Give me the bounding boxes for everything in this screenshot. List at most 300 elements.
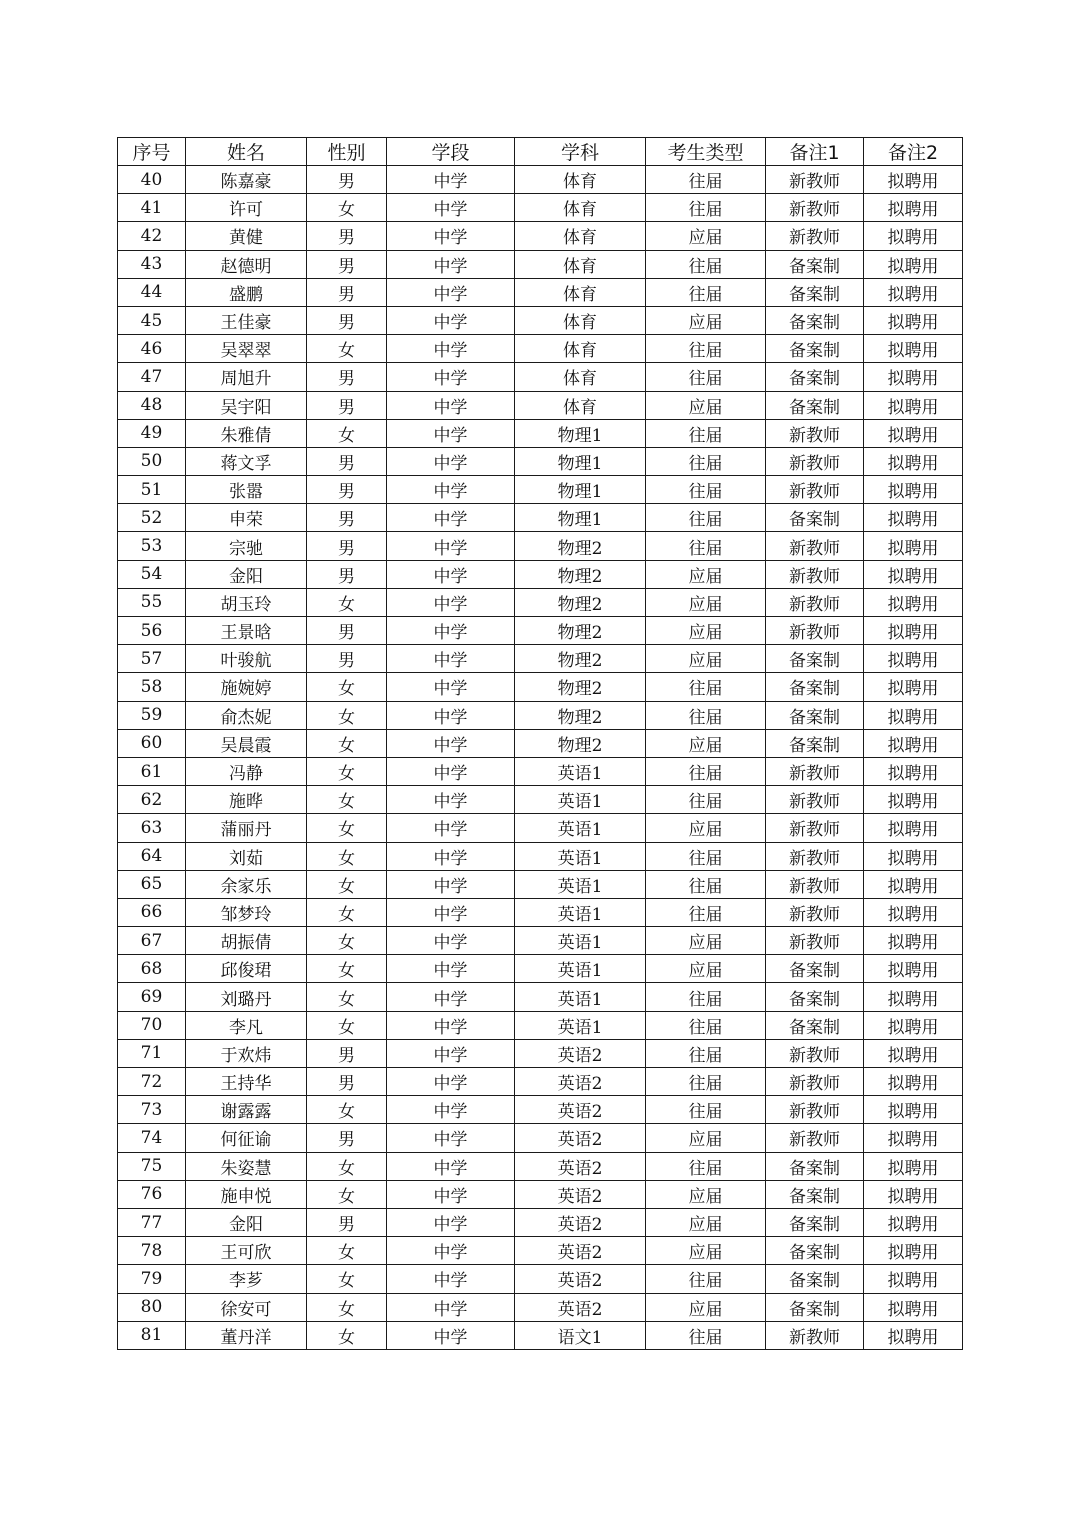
- cell-subject: 物理1: [515, 504, 646, 532]
- cell-candidate-type: 往届: [646, 983, 766, 1011]
- cell-index: 55: [118, 588, 186, 616]
- cell-stage: 中学: [387, 617, 515, 645]
- cell-note2: 拟聘用: [864, 560, 963, 588]
- cell-gender: 女: [307, 1096, 387, 1124]
- cell-note1: 新教师: [766, 757, 864, 785]
- cell-stage: 中学: [387, 1208, 515, 1236]
- cell-subject: 英语2: [515, 1293, 646, 1321]
- cell-stage: 中学: [387, 476, 515, 504]
- cell-candidate-type: 往届: [646, 1039, 766, 1067]
- cell-stage: 中学: [387, 983, 515, 1011]
- table-row: [118, 1265, 963, 1293]
- cell-note1: 备案制: [766, 335, 864, 363]
- cell-index: 71: [118, 1039, 186, 1067]
- cell-note1: 备案制: [766, 673, 864, 701]
- cell-name: 徐安可: [186, 1293, 307, 1321]
- cell-gender: 女: [307, 673, 387, 701]
- col-header-subject: 学科: [515, 138, 646, 166]
- cell-name: 宗驰: [186, 532, 307, 560]
- cell-subject: 体育: [515, 250, 646, 278]
- cell-note2: 拟聘用: [864, 335, 963, 363]
- cell-subject: 英语1: [515, 786, 646, 814]
- table-header: [118, 138, 963, 166]
- cell-subject: 英语2: [515, 1152, 646, 1180]
- cell-candidate-type: 往届: [646, 363, 766, 391]
- cell-note2: 拟聘用: [864, 250, 963, 278]
- cell-gender: 女: [307, 419, 387, 447]
- cell-name: 王持华: [186, 1068, 307, 1096]
- cell-gender: 女: [307, 588, 387, 616]
- cell-note1: 新教师: [766, 1096, 864, 1124]
- table-row: [118, 391, 963, 419]
- table-row: [118, 1293, 963, 1321]
- cell-name: 朱雅倩: [186, 419, 307, 447]
- cell-index: 48: [118, 391, 186, 419]
- cell-subject: 英语1: [515, 842, 646, 870]
- cell-index: 46: [118, 335, 186, 363]
- cell-name: 金阳: [186, 1208, 307, 1236]
- table-row: [118, 1096, 963, 1124]
- cell-note1: 新教师: [766, 476, 864, 504]
- cell-index: 62: [118, 786, 186, 814]
- cell-gender: 男: [307, 1124, 387, 1152]
- cell-candidate-type: 往届: [646, 1265, 766, 1293]
- cell-note1: 备案制: [766, 1152, 864, 1180]
- cell-stage: 中学: [387, 1124, 515, 1152]
- cell-gender: 女: [307, 927, 387, 955]
- cell-name: 施晔: [186, 786, 307, 814]
- cell-gender: 女: [307, 1180, 387, 1208]
- cell-gender: 男: [307, 363, 387, 391]
- cell-subject: 体育: [515, 391, 646, 419]
- cell-subject: 英语1: [515, 757, 646, 785]
- cell-subject: 英语2: [515, 1068, 646, 1096]
- cell-gender: 女: [307, 1265, 387, 1293]
- table-row: [118, 701, 963, 729]
- cell-name: 陈嘉豪: [186, 166, 307, 194]
- cell-note1: 备案制: [766, 701, 864, 729]
- cell-candidate-type: 往届: [646, 447, 766, 475]
- cell-name: 王景晗: [186, 617, 307, 645]
- col-header-index: 序号: [118, 138, 186, 166]
- cell-candidate-type: 往届: [646, 757, 766, 785]
- cell-subject: 英语1: [515, 898, 646, 926]
- table-row: [118, 194, 963, 222]
- cell-index: 73: [118, 1096, 186, 1124]
- table-row: [118, 419, 963, 447]
- table-row: [118, 673, 963, 701]
- cell-index: 63: [118, 814, 186, 842]
- table-row: [118, 363, 963, 391]
- cell-candidate-type: 应届: [646, 1180, 766, 1208]
- cell-note1: 备案制: [766, 1293, 864, 1321]
- cell-subject: 英语2: [515, 1180, 646, 1208]
- cell-subject: 物理2: [515, 701, 646, 729]
- cell-note2: 拟聘用: [864, 476, 963, 504]
- cell-note1: 备案制: [766, 363, 864, 391]
- cell-candidate-type: 往届: [646, 898, 766, 926]
- cell-gender: 男: [307, 447, 387, 475]
- cell-index: 43: [118, 250, 186, 278]
- cell-candidate-type: 应届: [646, 927, 766, 955]
- cell-name: 何征谕: [186, 1124, 307, 1152]
- table-row: [118, 532, 963, 560]
- cell-gender: 男: [307, 476, 387, 504]
- cell-subject: 物理2: [515, 560, 646, 588]
- cell-index: 75: [118, 1152, 186, 1180]
- cell-name: 叶骏航: [186, 645, 307, 673]
- cell-note2: 拟聘用: [864, 363, 963, 391]
- cell-stage: 中学: [387, 842, 515, 870]
- cell-stage: 中学: [387, 419, 515, 447]
- cell-note2: 拟聘用: [864, 419, 963, 447]
- cell-candidate-type: 应届: [646, 391, 766, 419]
- cell-subject: 体育: [515, 306, 646, 334]
- table-row: [118, 898, 963, 926]
- cell-subject: 英语2: [515, 1096, 646, 1124]
- cell-note1: 备案制: [766, 1011, 864, 1039]
- cell-note2: 拟聘用: [864, 194, 963, 222]
- cell-stage: 中学: [387, 701, 515, 729]
- cell-candidate-type: 往届: [646, 1068, 766, 1096]
- cell-stage: 中学: [387, 504, 515, 532]
- cell-index: 44: [118, 278, 186, 306]
- cell-stage: 中学: [387, 335, 515, 363]
- cell-index: 40: [118, 166, 186, 194]
- cell-note2: 拟聘用: [864, 1180, 963, 1208]
- table-row: [118, 250, 963, 278]
- cell-name: 赵德明: [186, 250, 307, 278]
- cell-gender: 女: [307, 335, 387, 363]
- cell-subject: 英语2: [515, 1039, 646, 1067]
- cell-note1: 备案制: [766, 645, 864, 673]
- cell-stage: 中学: [387, 1152, 515, 1180]
- cell-subject: 英语2: [515, 1208, 646, 1236]
- cell-subject: 英语2: [515, 1124, 646, 1152]
- cell-candidate-type: 往届: [646, 870, 766, 898]
- col-header-candidate-type: 考生类型: [646, 138, 766, 166]
- cell-gender: 男: [307, 222, 387, 250]
- cell-gender: 男: [307, 278, 387, 306]
- cell-index: 56: [118, 617, 186, 645]
- cell-index: 60: [118, 729, 186, 757]
- cell-index: 61: [118, 757, 186, 785]
- cell-index: 69: [118, 983, 186, 1011]
- cell-subject: 体育: [515, 166, 646, 194]
- cell-note1: 备案制: [766, 306, 864, 334]
- cell-index: 54: [118, 560, 186, 588]
- cell-candidate-type: 应届: [646, 222, 766, 250]
- cell-name: 冯静: [186, 757, 307, 785]
- cell-note1: 备案制: [766, 1237, 864, 1265]
- col-header-name: 姓名: [186, 138, 307, 166]
- cell-subject: 英语1: [515, 1011, 646, 1039]
- table-row: [118, 335, 963, 363]
- col-header-note1: 备注1: [766, 138, 864, 166]
- table-row: [118, 588, 963, 616]
- cell-subject: 物理2: [515, 729, 646, 757]
- cell-stage: 中学: [387, 673, 515, 701]
- cell-gender: 女: [307, 1011, 387, 1039]
- cell-candidate-type: 往届: [646, 673, 766, 701]
- cell-candidate-type: 往届: [646, 842, 766, 870]
- cell-index: 78: [118, 1237, 186, 1265]
- cell-note1: 备案制: [766, 1208, 864, 1236]
- cell-index: 76: [118, 1180, 186, 1208]
- cell-note1: 新教师: [766, 166, 864, 194]
- cell-name: 蒋文孚: [186, 447, 307, 475]
- table-row: [118, 842, 963, 870]
- table-row: [118, 476, 963, 504]
- cell-gender: 女: [307, 729, 387, 757]
- cell-stage: 中学: [387, 391, 515, 419]
- cell-note1: 备案制: [766, 1265, 864, 1293]
- cell-stage: 中学: [387, 222, 515, 250]
- cell-candidate-type: 往届: [646, 476, 766, 504]
- cell-gender: 男: [307, 166, 387, 194]
- cell-note2: 拟聘用: [864, 927, 963, 955]
- cell-subject: 英语1: [515, 955, 646, 983]
- cell-note2: 拟聘用: [864, 1208, 963, 1236]
- cell-note2: 拟聘用: [864, 588, 963, 616]
- cell-candidate-type: 应届: [646, 1237, 766, 1265]
- table-row: [118, 955, 963, 983]
- table-row: [118, 729, 963, 757]
- cell-index: 77: [118, 1208, 186, 1236]
- cell-index: 67: [118, 927, 186, 955]
- cell-candidate-type: 往届: [646, 166, 766, 194]
- cell-gender: 男: [307, 645, 387, 673]
- cell-note1: 新教师: [766, 898, 864, 926]
- cell-stage: 中学: [387, 560, 515, 588]
- cell-subject: 物理2: [515, 532, 646, 560]
- cell-candidate-type: 往届: [646, 532, 766, 560]
- cell-stage: 中学: [387, 194, 515, 222]
- cell-stage: 中学: [387, 814, 515, 842]
- cell-candidate-type: 往届: [646, 250, 766, 278]
- cell-stage: 中学: [387, 1068, 515, 1096]
- table-row: [118, 757, 963, 785]
- cell-gender: 男: [307, 560, 387, 588]
- cell-stage: 中学: [387, 1321, 515, 1349]
- cell-note2: 拟聘用: [864, 1152, 963, 1180]
- cell-subject: 英语1: [515, 870, 646, 898]
- cell-index: 45: [118, 306, 186, 334]
- cell-candidate-type: 应届: [646, 814, 766, 842]
- cell-gender: 男: [307, 250, 387, 278]
- cell-gender: 女: [307, 1321, 387, 1349]
- cell-index: 53: [118, 532, 186, 560]
- cell-stage: 中学: [387, 166, 515, 194]
- cell-name: 施婉婷: [186, 673, 307, 701]
- cell-name: 周旭升: [186, 363, 307, 391]
- cell-subject: 物理1: [515, 476, 646, 504]
- cell-note2: 拟聘用: [864, 504, 963, 532]
- cell-gender: 女: [307, 842, 387, 870]
- cell-note1: 备案制: [766, 391, 864, 419]
- cell-candidate-type: 往届: [646, 194, 766, 222]
- cell-index: 66: [118, 898, 186, 926]
- cell-candidate-type: 应届: [646, 588, 766, 616]
- cell-name: 申荣: [186, 504, 307, 532]
- cell-index: 79: [118, 1265, 186, 1293]
- cell-note1: 备案制: [766, 1180, 864, 1208]
- cell-name: 张嚣: [186, 476, 307, 504]
- table-row: [118, 504, 963, 532]
- cell-name: 盛鹏: [186, 278, 307, 306]
- cell-gender: 女: [307, 1152, 387, 1180]
- cell-note2: 拟聘用: [864, 898, 963, 926]
- table-row: [118, 983, 963, 1011]
- cell-name: 董丹洋: [186, 1321, 307, 1349]
- cell-note2: 拟聘用: [864, 842, 963, 870]
- cell-subject: 英语2: [515, 1265, 646, 1293]
- table-row: [118, 166, 963, 194]
- cell-candidate-type: 应届: [646, 1124, 766, 1152]
- cell-name: 蒲丽丹: [186, 814, 307, 842]
- cell-note1: 备案制: [766, 504, 864, 532]
- cell-name: 施申悦: [186, 1180, 307, 1208]
- cell-note2: 拟聘用: [864, 1039, 963, 1067]
- cell-index: 57: [118, 645, 186, 673]
- cell-candidate-type: 往届: [646, 419, 766, 447]
- cell-gender: 女: [307, 701, 387, 729]
- cell-index: 51: [118, 476, 186, 504]
- cell-note2: 拟聘用: [864, 1265, 963, 1293]
- cell-stage: 中学: [387, 306, 515, 334]
- cell-gender: 男: [307, 1208, 387, 1236]
- col-header-stage: 学段: [387, 138, 515, 166]
- cell-subject: 体育: [515, 194, 646, 222]
- cell-note1: 新教师: [766, 1124, 864, 1152]
- cell-note1: 备案制: [766, 983, 864, 1011]
- cell-gender: 男: [307, 504, 387, 532]
- cell-name: 邹梦玲: [186, 898, 307, 926]
- cell-gender: 男: [307, 391, 387, 419]
- table-row: [118, 222, 963, 250]
- cell-subject: 英语1: [515, 983, 646, 1011]
- table-row: [118, 645, 963, 673]
- cell-name: 王可欣: [186, 1237, 307, 1265]
- cell-note2: 拟聘用: [864, 1237, 963, 1265]
- cell-note1: 备案制: [766, 955, 864, 983]
- table-row: [118, 1124, 963, 1152]
- cell-candidate-type: 应届: [646, 955, 766, 983]
- cell-note1: 新教师: [766, 1068, 864, 1096]
- cell-note1: 新教师: [766, 1321, 864, 1349]
- cell-gender: 女: [307, 1293, 387, 1321]
- cell-name: 谢露露: [186, 1096, 307, 1124]
- cell-gender: 女: [307, 955, 387, 983]
- cell-gender: 女: [307, 757, 387, 785]
- cell-note1: 备案制: [766, 729, 864, 757]
- cell-subject: 物理1: [515, 447, 646, 475]
- cell-subject: 物理2: [515, 617, 646, 645]
- cell-name: 李凡: [186, 1011, 307, 1039]
- table-row: [118, 1011, 963, 1039]
- cell-stage: 中学: [387, 1011, 515, 1039]
- cell-note2: 拟聘用: [864, 786, 963, 814]
- cell-name: 黄健: [186, 222, 307, 250]
- cell-stage: 中学: [387, 1265, 515, 1293]
- table-body: [118, 166, 963, 1350]
- cell-note1: 新教师: [766, 927, 864, 955]
- cell-note2: 拟聘用: [864, 983, 963, 1011]
- cell-candidate-type: 应届: [646, 1293, 766, 1321]
- cell-name: 于欢炜: [186, 1039, 307, 1067]
- cell-subject: 英语1: [515, 927, 646, 955]
- cell-gender: 男: [307, 306, 387, 334]
- cell-index: 50: [118, 447, 186, 475]
- cell-subject: 体育: [515, 363, 646, 391]
- cell-name: 胡玉玲: [186, 588, 307, 616]
- cell-stage: 中学: [387, 729, 515, 757]
- cell-index: 74: [118, 1124, 186, 1152]
- cell-gender: 女: [307, 194, 387, 222]
- cell-index: 52: [118, 504, 186, 532]
- cell-index: 68: [118, 955, 186, 983]
- cell-note2: 拟聘用: [864, 955, 963, 983]
- cell-index: 65: [118, 870, 186, 898]
- cell-candidate-type: 往届: [646, 504, 766, 532]
- cell-subject: 体育: [515, 335, 646, 363]
- cell-note2: 拟聘用: [864, 757, 963, 785]
- cell-note2: 拟聘用: [864, 673, 963, 701]
- cell-name: 刘璐丹: [186, 983, 307, 1011]
- cell-candidate-type: 应届: [646, 617, 766, 645]
- cell-subject: 物理1: [515, 419, 646, 447]
- cell-subject: 物理2: [515, 645, 646, 673]
- cell-note2: 拟聘用: [864, 1293, 963, 1321]
- cell-stage: 中学: [387, 927, 515, 955]
- cell-name: 王佳豪: [186, 306, 307, 334]
- cell-name: 朱姿慧: [186, 1152, 307, 1180]
- cell-stage: 中学: [387, 1039, 515, 1067]
- col-header-note2: 备注2: [864, 138, 963, 166]
- table-row: [118, 560, 963, 588]
- cell-name: 吴晨霞: [186, 729, 307, 757]
- cell-subject: 英语2: [515, 1237, 646, 1265]
- cell-index: 49: [118, 419, 186, 447]
- cell-stage: 中学: [387, 1237, 515, 1265]
- cell-index: 41: [118, 194, 186, 222]
- cell-index: 58: [118, 673, 186, 701]
- cell-index: 64: [118, 842, 186, 870]
- cell-gender: 女: [307, 983, 387, 1011]
- cell-note2: 拟聘用: [864, 1321, 963, 1349]
- cell-stage: 中学: [387, 1293, 515, 1321]
- cell-stage: 中学: [387, 532, 515, 560]
- cell-note2: 拟聘用: [864, 1068, 963, 1096]
- cell-gender: 女: [307, 1237, 387, 1265]
- table-row: [118, 1180, 963, 1208]
- cell-note2: 拟聘用: [864, 278, 963, 306]
- cell-index: 80: [118, 1293, 186, 1321]
- cell-gender: 女: [307, 786, 387, 814]
- table-row: [118, 1237, 963, 1265]
- candidate-table: [117, 137, 963, 1350]
- cell-stage: 中学: [387, 898, 515, 926]
- cell-note1: 新教师: [766, 1039, 864, 1067]
- cell-note2: 拟聘用: [864, 391, 963, 419]
- cell-name: 吴宇阳: [186, 391, 307, 419]
- cell-note2: 拟聘用: [864, 1096, 963, 1124]
- cell-subject: 物理2: [515, 588, 646, 616]
- cell-note1: 备案制: [766, 250, 864, 278]
- table-row: [118, 306, 963, 334]
- cell-gender: 女: [307, 870, 387, 898]
- cell-note2: 拟聘用: [864, 645, 963, 673]
